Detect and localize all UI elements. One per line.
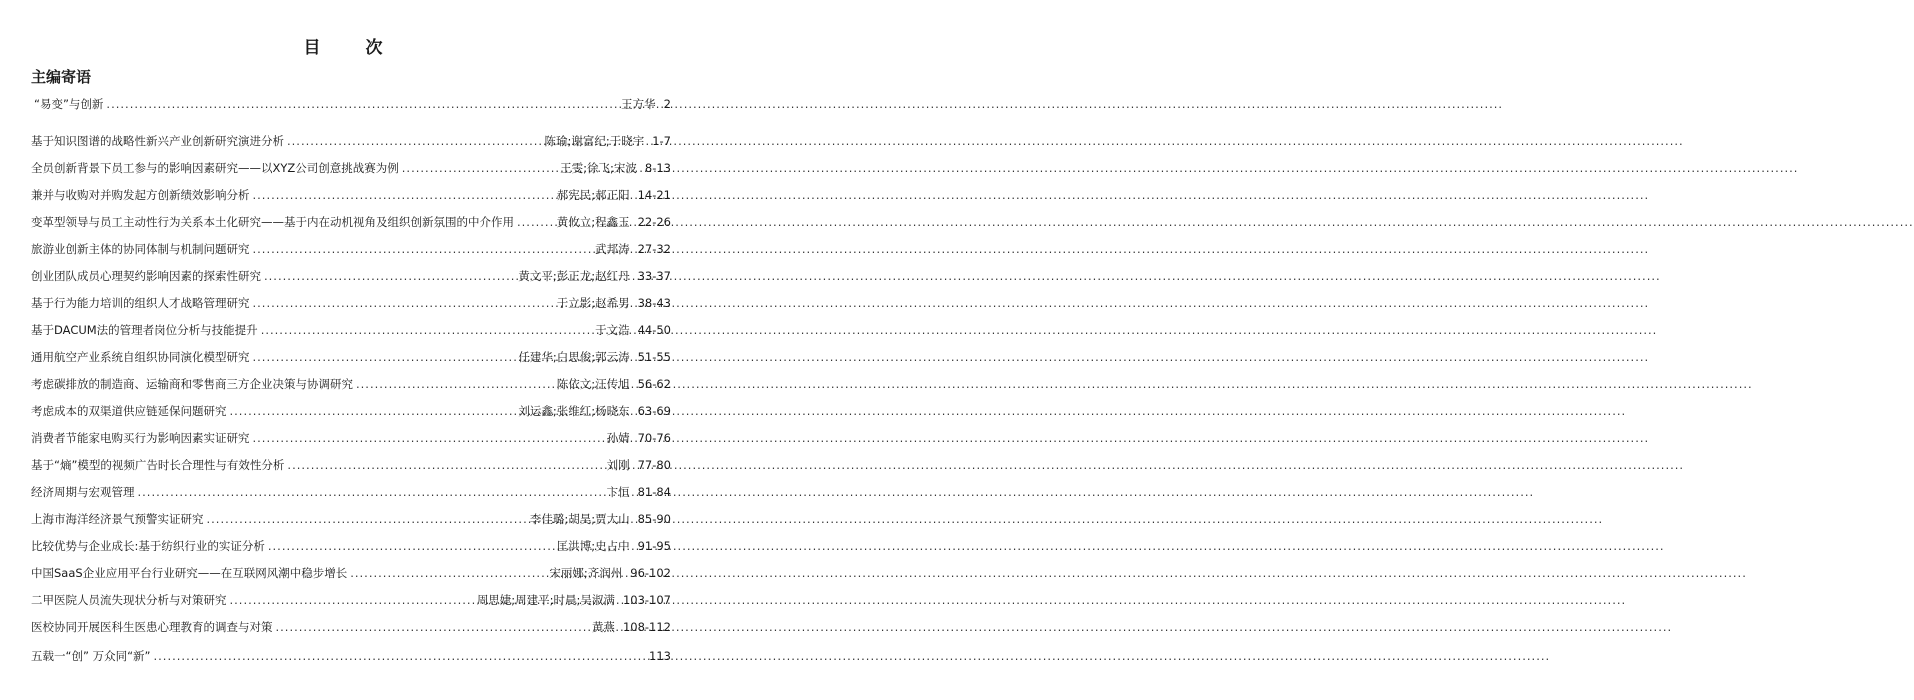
entry-authors: 刘运鑫;张维红;杨晓东 bbox=[518, 404, 630, 418]
leader-dots bbox=[253, 349, 516, 365]
entry-title: “易变”与创新 bbox=[34, 97, 104, 111]
toc-entry[interactable] bbox=[31, 592, 671, 608]
entry-authors: 陈依文;汪传旭 bbox=[556, 377, 630, 391]
entry-title: 比较优势与企业成长:基于纺织行业的实证分析 bbox=[31, 539, 265, 553]
leader-dots bbox=[106, 96, 618, 112]
leader-dots bbox=[253, 187, 554, 203]
leader-dots bbox=[138, 484, 604, 500]
leader-dots bbox=[253, 241, 593, 257]
entry-authors: 王方华 bbox=[621, 97, 656, 111]
toc-entry[interactable] bbox=[31, 511, 671, 527]
entry-authors: 任建华;白思俊;郭云涛 bbox=[518, 350, 630, 364]
entry-title: 基于知识图谱的战略性新兴产业创新研究演进分析 bbox=[31, 134, 284, 148]
entry-title: 考虑碳排放的制造商、运输商和零售商三方企业决策与协调研究 bbox=[31, 377, 353, 391]
entry-title: 五载一“创” 万众同“新” bbox=[31, 649, 151, 663]
entry-authors: 周思婕;周建平;时晨;吴淑满 bbox=[476, 593, 615, 607]
toc-entry[interactable] bbox=[31, 565, 671, 581]
entry-title: 上海市海洋经济景气预警实证研究 bbox=[31, 512, 204, 526]
entry-authors: 王雯;徐飞;宋波 bbox=[560, 161, 637, 175]
entry-pages: 38-43 bbox=[637, 296, 671, 310]
entry-title: 基于DACUM法的管理者岗位分析与技能提升 bbox=[31, 323, 258, 337]
entry-authors: 武邦涛 bbox=[595, 242, 630, 256]
entry-authors: 孙婧 bbox=[606, 431, 630, 445]
entry-pages: 113 bbox=[649, 649, 671, 663]
toc-entry[interactable] bbox=[31, 214, 671, 230]
entry-pages: 22-26 bbox=[637, 215, 671, 229]
leader-dots bbox=[230, 592, 474, 608]
toc-entry[interactable] bbox=[31, 457, 671, 473]
toc-entry[interactable] bbox=[31, 160, 671, 176]
leader-dots bbox=[356, 376, 554, 392]
entry-pages: 96-102 bbox=[630, 566, 671, 580]
entry-authors: 刘刚 bbox=[606, 458, 630, 472]
leader-dots bbox=[207, 511, 527, 527]
toc-entry[interactable] bbox=[34, 96, 671, 112]
entry-authors: 卞恒 bbox=[606, 485, 630, 499]
entry-pages: 108-112 bbox=[622, 620, 671, 634]
entry-title: 消费者节能家电购买行为影响因素实证研究 bbox=[31, 431, 250, 445]
leader-dots bbox=[261, 322, 592, 338]
leader-dots bbox=[230, 403, 516, 419]
entry-pages: 2 bbox=[663, 97, 671, 111]
toc-entry[interactable] bbox=[31, 619, 671, 635]
entry-authors: 陈瑜;谢富纪;于晓宇 bbox=[544, 134, 645, 148]
leader-dots bbox=[402, 160, 557, 176]
toc-entry[interactable] bbox=[31, 430, 671, 446]
entry-pages: 27-32 bbox=[637, 242, 671, 256]
toc-entry[interactable] bbox=[31, 268, 671, 284]
entry-authors: 于文浩 bbox=[595, 323, 630, 337]
entry-title: 中国SaaS企业应用平台行业研究——在互联网风潮中稳步增长 bbox=[31, 566, 348, 580]
leader-dots bbox=[350, 565, 546, 581]
entry-pages: 91-95 bbox=[637, 539, 671, 553]
leader-dots bbox=[253, 430, 604, 446]
toc-entry[interactable] bbox=[31, 295, 671, 311]
entry-title: 变革型领导与员工主动性行为关系本土化研究——基于内在动机视角及组织创新氛围的中介作用 bbox=[31, 215, 514, 229]
entry-title: 经济周期与宏观管理 bbox=[31, 485, 135, 499]
entry-authors: 黄攸立;程鑫玉 bbox=[556, 215, 630, 229]
entry-title: 全员创新背景下员工参与的影响因素研究——以XYZ公司创意挑战赛为例 bbox=[31, 161, 399, 175]
entry-pages: 103-107 bbox=[622, 593, 671, 607]
leader-dots bbox=[276, 619, 589, 635]
entry-pages: 77-80 bbox=[637, 458, 671, 472]
entry-title: 考虑成本的双渠道供应链延保问题研究 bbox=[31, 404, 227, 418]
toc-entry[interactable] bbox=[31, 648, 671, 664]
entry-pages: 1-7 bbox=[652, 134, 671, 148]
toc-entry[interactable] bbox=[31, 349, 671, 365]
toc-entry[interactable] bbox=[31, 187, 671, 203]
entry-title: 通用航空产业系统自组织协同演化模型研究 bbox=[31, 350, 250, 364]
toc-entry[interactable] bbox=[31, 538, 671, 554]
entry-pages: 81-84 bbox=[637, 485, 671, 499]
entry-authors: 黄燕 bbox=[591, 620, 615, 634]
entry-title: 基于“熵”模型的视频广告时长合理性与有效性分析 bbox=[31, 458, 285, 472]
leader-dots bbox=[264, 268, 515, 284]
toc-entry[interactable] bbox=[31, 376, 671, 392]
toc-entry[interactable] bbox=[31, 484, 671, 500]
entry-authors: 黄文平;彭正龙;赵红丹 bbox=[518, 269, 630, 283]
toc-entry[interactable] bbox=[31, 241, 671, 257]
leader-dots bbox=[154, 648, 639, 664]
entry-authors: 匡洪博;史占中 bbox=[556, 539, 630, 553]
entry-authors: 郝宪民;郝正阳 bbox=[556, 188, 630, 202]
entry-pages: 14-21 bbox=[637, 188, 671, 202]
entry-pages: 70-76 bbox=[637, 431, 671, 445]
entry-authors: 李佳璐;胡昊;贾大山 bbox=[529, 512, 630, 526]
toc-entry[interactable] bbox=[31, 403, 671, 419]
entry-title: 基于行为能力培训的组织人才战略管理研究 bbox=[31, 296, 250, 310]
page-title: 目 次 bbox=[303, 38, 397, 58]
entry-pages: 51-55 bbox=[637, 350, 671, 364]
leader-dots bbox=[517, 214, 554, 230]
leader-dots bbox=[253, 295, 554, 311]
entry-authors: 于立影;赵希男 bbox=[556, 296, 630, 310]
toc-entry[interactable] bbox=[31, 133, 671, 149]
entry-pages: 33-37 bbox=[637, 269, 671, 283]
entry-pages: 44-50 bbox=[637, 323, 671, 337]
leader-dots bbox=[268, 538, 554, 554]
entry-title: 旅游业创新主体的协同体制与机制问题研究 bbox=[31, 242, 250, 256]
entry-title: 二甲医院人员流失现状分析与对策研究 bbox=[31, 593, 227, 607]
entry-title: 医校协同开展医科生医患心理教育的调查与对策 bbox=[31, 620, 273, 634]
toc-entry[interactable] bbox=[31, 322, 671, 338]
entry-pages: 85-90 bbox=[637, 512, 671, 526]
leader-dots bbox=[287, 133, 541, 149]
entry-authors: 宋丽娜;齐润州 bbox=[549, 566, 623, 580]
entry-pages: 63-69 bbox=[637, 404, 671, 418]
section-heading: 主编寄语 bbox=[31, 68, 92, 86]
entry-title: 创业团队成员心理契约影响因素的探索性研究 bbox=[31, 269, 261, 283]
entry-pages: 56-62 bbox=[637, 377, 671, 391]
entry-title: 兼并与收购对并购发起方创新绩效影响分析 bbox=[31, 188, 250, 202]
entry-pages: 8-13 bbox=[644, 161, 671, 175]
leader-dots bbox=[287, 457, 603, 473]
